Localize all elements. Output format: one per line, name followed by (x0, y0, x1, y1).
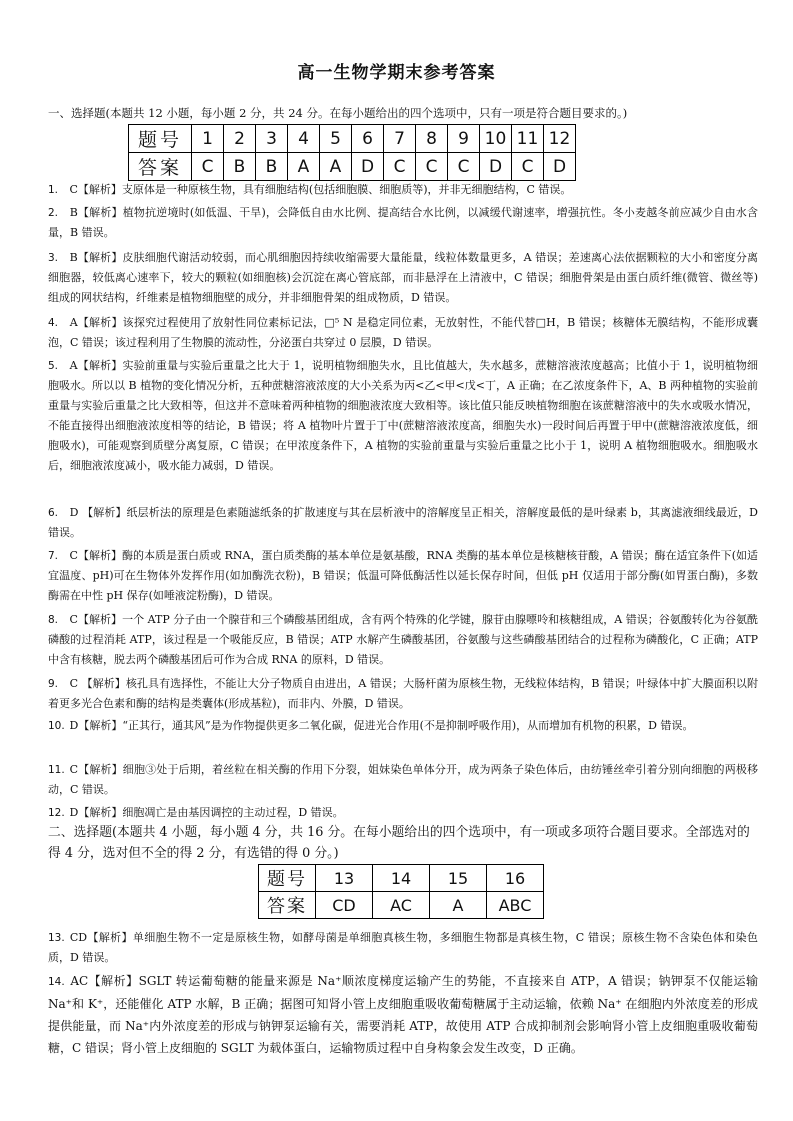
table1-number: 3 (256, 125, 288, 153)
item-number: 1. (48, 184, 59, 196)
table2-answer-row (259, 892, 544, 919)
item-number: 12. (48, 807, 65, 819)
section1-heading: 一、选择题(本题共 12 小题，每小题 2 分，共 24 分。在每小题给出的四个选项中，只有一项是符合题目要求的。) (48, 106, 628, 120)
item-number: 6. (48, 507, 59, 519)
table1-answer: A (288, 153, 320, 181)
item-text: C【解析】细胞③处于后期，着丝粒在相关酶的作用下分裂，姐妹染色单体分开，成为两条子染色体后，由纺锤丝牵引着分别向细胞的两极移动，C 错误。 (48, 763, 758, 796)
table1-answer: C (192, 153, 224, 181)
item-number: 10. (48, 720, 65, 732)
table2-answer: AC (373, 892, 430, 919)
explanation-item (48, 803, 758, 823)
explanation-item (48, 546, 758, 606)
table1-number: 1 (192, 125, 224, 153)
explanation-item (48, 356, 758, 476)
item-number: 4. (48, 317, 59, 329)
table2-answer: A (430, 892, 487, 919)
table1-row-label-answer: 答案 (129, 153, 192, 181)
explanation-item (48, 970, 758, 1059)
item-text: D【解析】“正其行，通其风”是为作物提供更多二氧化碳，促进光合作用(不是抑制呼吸作用)，从而增加有机物的积累，D 错误。 (69, 719, 694, 732)
item-text: D【解析】细胞凋亡是由基因调控的主动过程，D 错误。 (69, 806, 344, 819)
explanation-item (48, 248, 758, 308)
table1-answer: B (224, 153, 256, 181)
table1-answer: B (256, 153, 288, 181)
item-text: AC【解析】SGLT 转运葡萄糖的能量来源是 Na⁺顺浓度梯度运输产生的势能，不直接来自 ATP，A 错误；钠钾泵不仅能运输 Na⁺和 K⁺，还能催化 ATP 水解，B 正确；据图可知肾小管上皮细胞重吸收葡萄糖属于主动运输，依赖 Na⁺ 在细胞内外浓度差的形成提供能量，而 Na⁺内外浓度差的形成与钠钾泵运输有关，需要消耗 ATP，故使用 ATP 合成抑制剂会影响肾小管上皮细胞重吸收葡萄糖，C 错误；肾小管上皮细胞的 SGLT 为载体蛋白，运输物质过程中自身构象会发生改变，D 正确。 (48, 974, 758, 1055)
explanation-item (48, 203, 758, 243)
item-text: C【解析】酶的本质是蛋白质或 RNA，蛋白质类酶的基本单位是氨基酸，RNA 类酶的基本单位是核糖核苷酸，A 错误；酶在适宜条件下(如适宜温度、pH)可在生物体外发挥作用(如加酶洗衣粉)，B 错误；低温可降低酶活性以延长保存时间，但低 pH 仅适用于部分酶(如胃蛋白酶)，多数酶需在中性 pH 保存(如唾液淀粉酶)，D 错误。 (48, 549, 759, 602)
table1-answer: C (384, 153, 416, 181)
explanation-item (48, 180, 758, 200)
table1-number: 7 (384, 125, 416, 153)
item-text: B【解析】皮肤细胞代谢活动较弱，而心肌细胞因持续收缩需要大量能量，线粒体数量更多，A 错误；差速离心法依据颗粒的大小和密度分离细胞器，较低离心速率下，较大的颗粒(如细胞核)会沉淀在离心管底部，而非悬浮在上清液中，C 错误；细胞骨架是由蛋白质纤维(微管、微丝等)组成的网状结构，纤维素是植物细胞壁的成分，并非细胞骨架的组成物质，D 错误。 (48, 251, 758, 304)
table1-number: 10 (480, 125, 512, 153)
item-number: 9. (48, 678, 59, 690)
item-text: B【解析】植物抗逆境时(如低温、干旱)，会降低自由水比例、提高结合水比例，以减缓代谢速率，增强抗性。冬小麦越冬前应减少自由水含量，B 错误。 (48, 206, 758, 239)
item-number: 13. (48, 932, 65, 944)
table1-number: 11 (512, 125, 544, 153)
page-title: 高一生物学期末参考答案 (297, 63, 496, 83)
table2-row-label-number: 题号 (259, 865, 316, 892)
table1-answer: C (512, 153, 544, 181)
item-text: A【解析】该探究过程使用了放射性同位素标记法，□⁵ N 是稳定同位素，无放射性，不能代替□H，B 错误；核糖体无膜结构，不能形成囊泡，C 错误；该过程利用了生物膜的流动性，分泌蛋白共穿过 0 层膜，D 错误。 (48, 316, 758, 349)
item-number: 14. (48, 976, 65, 988)
table1-number: 6 (352, 125, 384, 153)
table1-answer: D (352, 153, 384, 181)
table1-answer: A (320, 153, 352, 181)
table2-answer: ABC (487, 892, 544, 919)
explanation-item (48, 610, 758, 670)
item-text: CD【解析】单细胞生物不一定是原核生物，如酵母菌是单细胞真核生物，多细胞生物都是真核生物，C 错误；原核生物不含染色体和染色质，D 错误。 (48, 931, 758, 964)
table2-row-label-answer: 答案 (259, 892, 316, 919)
table1-answer: D (480, 153, 512, 181)
table1-answer: D (544, 153, 576, 181)
table2-number: 16 (487, 865, 544, 892)
item-number: 8. (48, 614, 59, 626)
explanation-item (48, 760, 758, 800)
item-text: C 【解析】核孔具有选择性，不能让大分子物质自由进出，A 错误；大肠杆菌为原核生物，无线粒体结构，B 错误；叶绿体中扩大膜面积以附着更多光合色素和酶的结构是类囊体(形成基粒)，而非内、外膜，D 错误。 (48, 677, 758, 710)
item-number: 2. (48, 207, 59, 219)
item-text: C【解析】一个 ATP 分子由一个腺苷和三个磷酸基团组成，含有两个特殊的化学键，腺苷由腺嘌呤和核糖组成，A 错误；谷氨酸转化为谷氨酰磷酸的过程消耗 ATP，该过程是一个吸能反应，B 错误；ATP 水解产生磷酸基团，谷氨酸与这些磷酸基团结合的过程称为磷酸化，C 正确；ATP 中含有核糖，脱去两个磷酸基团后可作为合成 RNA 的原料，D 错误。 (48, 613, 758, 666)
explanation-item (48, 928, 758, 968)
table2-answer: CD (316, 892, 373, 919)
table1-number: 9 (448, 125, 480, 153)
answer-table-2 (258, 864, 544, 919)
table2-number: 15 (430, 865, 487, 892)
item-number: 7. (48, 550, 59, 562)
item-text: D 【解析】纸层析法的原理是色素随滤纸条的扩散速度与其在层析液中的溶解度呈正相关，溶解度最低的是叶绿素 b，其离滤液细线最近，D 错误。 (48, 506, 758, 539)
table2-number: 13 (316, 865, 373, 892)
explanation-item (48, 716, 758, 736)
item-text: C【解析】支原体是一种原核生物，具有细胞结构(包括细胞膜、细胞质等)，并非无细胞结构，C 错误。 (69, 183, 572, 196)
table1-row-label-number: 题号 (129, 125, 192, 153)
table1-answer: C (416, 153, 448, 181)
item-number: 11. (48, 764, 65, 776)
table1-answer-row (129, 153, 576, 181)
explanation-item (48, 313, 758, 353)
table1-number: 12 (544, 125, 576, 153)
explanation-item (48, 674, 758, 714)
table2-number: 14 (373, 865, 430, 892)
item-number: 3. (48, 252, 59, 264)
answer-table-1 (128, 124, 576, 181)
explanation-item (48, 503, 758, 543)
section2-heading: 二、选择题(本题共 4 小题，每小题 4 分，共 16 分。在每小题给出的四个选项中，有一项或多项符合题目要求。全部选对的得 4 分，选对但不全的得 2 分，有选错的得 0 分。) (48, 825, 750, 861)
table1-number: 5 (320, 125, 352, 153)
item-text: A【解析】实验前重量与实验后重量之比大于 1，说明植物细胞失水，且比值越大，失水越多，蔗糖溶液浓度越高；比值小于 1，说明植物细胞吸水。所以以 B 植物的变化情况分析，五种蔗糖溶液浓度的大小关系为丙<乙<甲<戊<丁，A 正确；在乙浓度条件下，A、B 两种植物的实验前重量与实验后重量之比大致相等，但这并不意味着两种植物的细胞液浓度大致相等。该比值只能反映植物细胞在该蔗糖溶液中的失水或吸水情况，不能直接得出细胞液浓度相等的结论，B 错误；将 A 植物叶片置于丁中(蔗糖溶液浓度高，细胞失水)一段时间后再置于甲中(蔗糖溶液浓度低，细胞吸水)，可能观察到质壁分离复原，C 错误；在甲浓度条件下，A 植物的实验前重量与实验后重量之比小于 1，说明 A 植物细胞吸水。细胞吸水后，细胞液浓度减小，吸水能力减弱，D 错误。 (48, 359, 758, 472)
table2-number-row (259, 865, 544, 892)
table1-number: 2 (224, 125, 256, 153)
table1-number-row (129, 125, 576, 153)
table1-answer: C (448, 153, 480, 181)
table1-number: 8 (416, 125, 448, 153)
item-number: 5. (48, 360, 59, 372)
table1-number: 4 (288, 125, 320, 153)
